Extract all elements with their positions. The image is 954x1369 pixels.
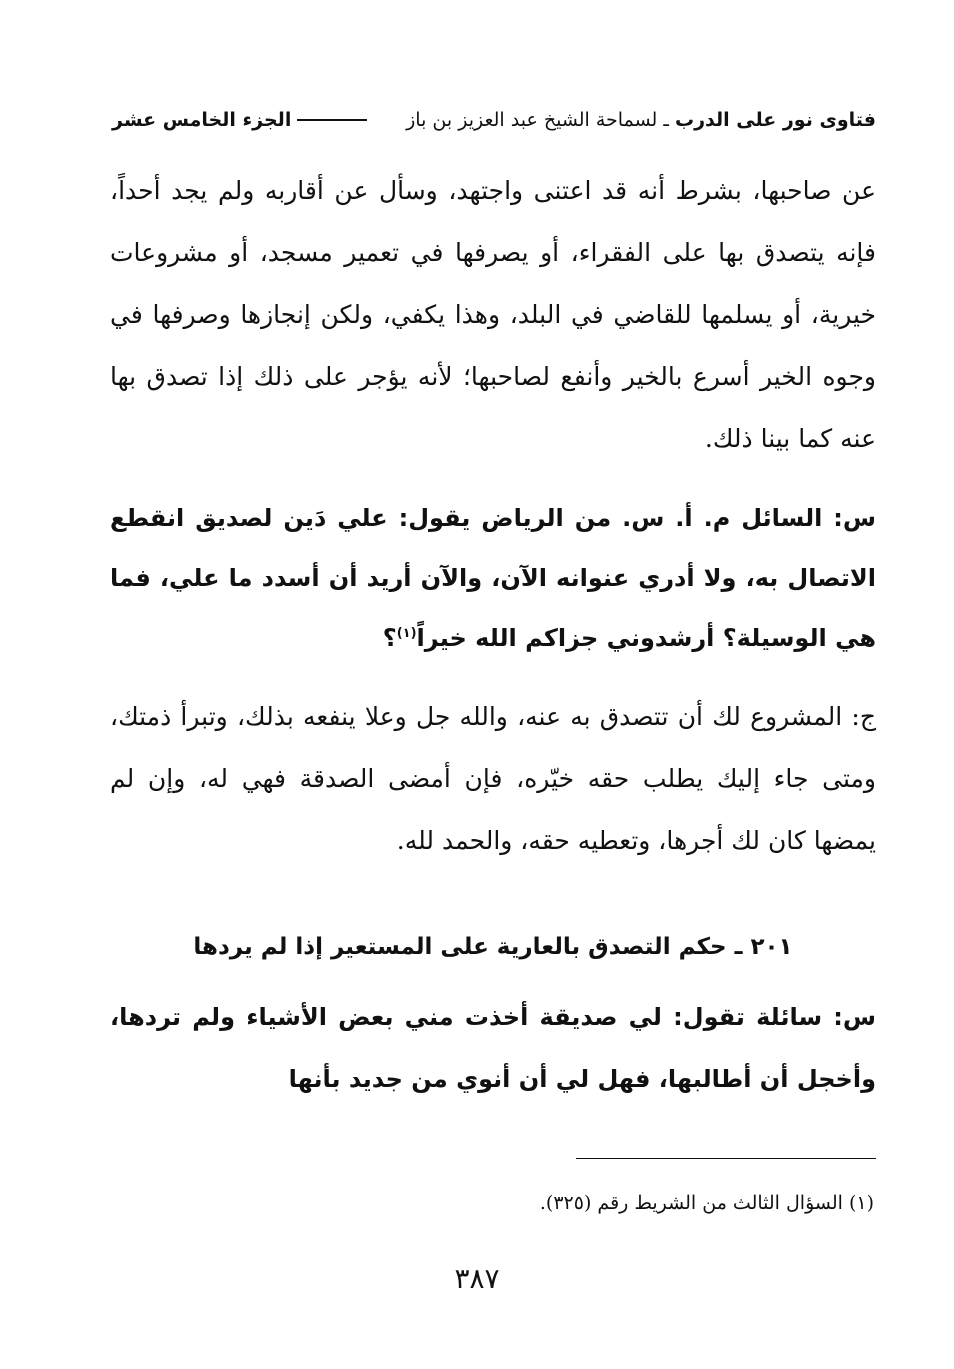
book-title: فتاوى نور على الدرب (675, 109, 876, 131)
footnote-separator (576, 1158, 876, 1159)
footnote-reference: (١) (396, 626, 417, 641)
author-name: لسماحة الشيخ عبد العزيز بن باز (406, 109, 658, 131)
page-body (110, 160, 876, 1110)
running-header (112, 100, 876, 140)
question-1-end: ؟ (382, 624, 397, 652)
answer-paragraph-1: ج: المشروع لك أن تتصدق به عنه، والله جل وعلا ينفعه بذلك، وتبرأ ذمتك، ومتى جاء إليك يطلب حقه خيّره، فإن أمضى الصدقة فهي له، وإن لم يمضها كان لك أجرها، وتعطيه حقه، والحمد لله. (110, 702, 876, 855)
question-paragraph-2: س: سائلة تقول: لي صديقة أخذت مني بعض الأشياء ولم تردها، وأخجل أن أطالبها، فهل لي أن أنوي من جديد بأنها (110, 1003, 876, 1093)
question-1-text: س: السائل م. أ. س. من الرياض يقول: علي دَين لصديق انقطع الاتصال به، ولا أدري عنوانه الآن، والآن أريد أن أسدد ما علي، فما هي الوسيلة؟ أرشدوني جزاكم الله خيراً (110, 504, 876, 652)
question-paragraph-1 (110, 488, 876, 668)
section-heading: ٢٠١ ـ حكم التصدق بالعارية على المستعير إذا لم يردها (193, 934, 793, 960)
footnote-text: (١) السؤال الثالث من الشريط رقم (٣٢٥). (539, 1192, 874, 1214)
header-separator: ـ (663, 109, 669, 131)
header-rule (297, 119, 367, 121)
continuation-paragraph: عن صاحبها، بشرط أنه قد اعتنى واجتهد، وسأل عن أقاربه ولم يجد أحداً، فإنه يتصدق بها على الفقراء، أو يصرفها في تعمير مسجد، أو مشروعات خيرية، أو يسلمها للقاضي في البلد، وهذا يكفي، ولكن إنجازها وصرفها في وجوه الخير أسرع بالخير وأنفع لصاحبها؛ لأنه يؤجر على ذلك إذا تصدق بها عنه كما بينا ذلك. (110, 176, 876, 453)
page-number: ٣٨٧ (454, 1262, 500, 1295)
header-part-group (112, 109, 373, 131)
header-title-group (406, 109, 876, 131)
part-label: الجزء الخامس عشر (112, 109, 292, 131)
